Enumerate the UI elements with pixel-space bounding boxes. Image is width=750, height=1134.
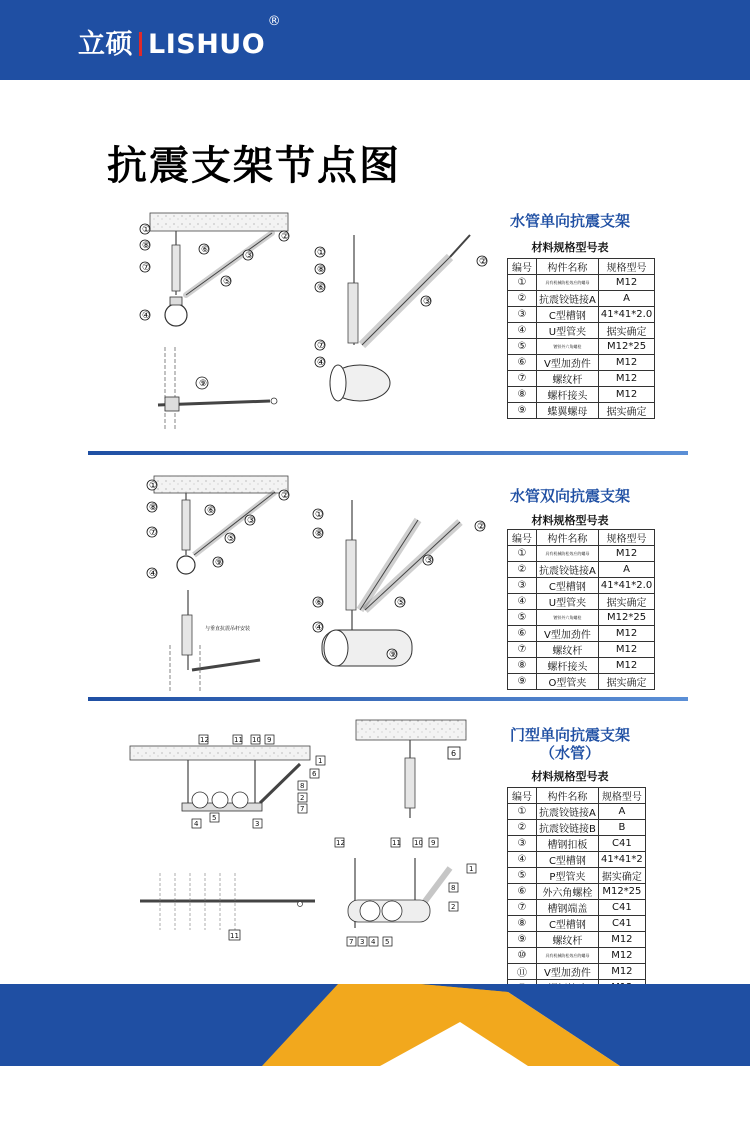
table-cell: ⑧ <box>508 916 537 932</box>
table-cell: 41*41*2 <box>598 852 645 868</box>
callout-right-7: ⑦ <box>317 341 326 351</box>
table-cell: ⑦ <box>508 642 537 658</box>
box-label-7: 7 <box>349 938 354 946</box>
table-cell: P型管夹 <box>537 868 599 884</box>
table-header-row <box>508 530 655 546</box>
table-row <box>508 884 646 900</box>
box-label-2: 2 <box>300 794 305 802</box>
callout-4: ④ <box>142 311 151 321</box>
callout-right-6: ⑥ <box>315 598 324 608</box>
box-label-6: 6 <box>451 749 457 758</box>
box-label-7: 7 <box>300 805 305 813</box>
section2-title: 水管双向抗震支架 <box>509 487 630 505</box>
table-cell: ③ <box>508 578 537 594</box>
callout-8: ⑧ <box>149 503 158 513</box>
install-note: 与垂直抗震吊杆安装 <box>205 626 251 632</box>
table-cell: ⑧ <box>508 387 537 403</box>
callout-3: ③ <box>247 516 256 526</box>
table-cell: C型槽钢 <box>537 578 599 594</box>
table-header-row <box>508 788 646 804</box>
table-cell: 镀锌外六角螺栓 <box>537 610 599 626</box>
table-cell: ⑨ <box>508 403 537 419</box>
table-cell: ⑤ <box>508 868 537 884</box>
table-cell: 具有机械防松效应的螺母 <box>537 546 599 562</box>
callout-5: ⑤ <box>223 277 232 287</box>
box-label-4: 4 <box>371 938 376 946</box>
table-cell: 据实确定 <box>598 323 654 339</box>
table-cell: ⑥ <box>508 355 537 371</box>
table-cell: C41 <box>598 916 645 932</box>
table-cell: ④ <box>508 323 537 339</box>
table-cell: V型加劲件 <box>537 964 599 980</box>
callout-right-3: ③ <box>423 297 432 307</box>
table-cell: 抗震铰链接A <box>537 562 599 578</box>
table-cell: ⑥ <box>508 884 537 900</box>
table-row <box>508 932 646 948</box>
callout-right-3: ③ <box>425 556 434 566</box>
table-cell: ② <box>508 562 537 578</box>
callout-2: ② <box>281 491 290 501</box>
logo-chinese: 立硕 <box>78 29 133 60</box>
section1-title: 水管单向抗震支架 <box>509 212 630 230</box>
callout-1: ① <box>142 225 151 235</box>
table-cell: ⑩ <box>508 948 537 964</box>
callout-6: ⑥ <box>201 245 210 255</box>
table-cell: ④ <box>508 852 537 868</box>
table-cell: C型槽钢 <box>537 307 599 323</box>
callout-3: ③ <box>245 251 254 261</box>
table-cell: M12 <box>598 948 645 964</box>
table-cell: 螺杆接头 <box>537 387 599 403</box>
table-cell: ⑥ <box>508 626 537 642</box>
callout-right-8: ⑧ <box>317 265 326 275</box>
table-cell: 螺纹杆 <box>537 932 599 948</box>
callout-1: ① <box>149 481 158 491</box>
logo-english: LISHUO <box>148 29 266 60</box>
table-cell: M12 <box>598 275 654 291</box>
table-cell: 据实确定 <box>598 868 645 884</box>
footer-graphic <box>0 984 750 1134</box>
table-row <box>508 610 655 626</box>
table-cell: ① <box>508 275 537 291</box>
callout-4: ④ <box>149 569 158 579</box>
table-cell: ⑪ <box>508 964 537 980</box>
callout-right-2: ② <box>479 257 488 267</box>
table-cell: A <box>598 804 645 820</box>
table-cell: C型槽钢 <box>537 852 599 868</box>
box-label-3: 3 <box>360 938 365 946</box>
table-cell: M12 <box>598 932 645 948</box>
box-label-1: 1 <box>469 865 474 873</box>
table-row <box>508 658 655 674</box>
table-cell: M12 <box>598 626 654 642</box>
callout-9: ⑨ <box>215 558 224 568</box>
table-row <box>508 307 655 323</box>
table-cell: ③ <box>508 836 537 852</box>
table-cell: 具有机械防松效应的螺母 <box>537 275 599 291</box>
callout-right-1: ① <box>317 248 326 258</box>
table-cell: M12 <box>598 964 645 980</box>
table-row <box>508 674 655 690</box>
header-cell: 构件名称 <box>537 788 599 804</box>
callout-2: ② <box>281 232 290 242</box>
section3-title-line1: 门型单向抗震支架 <box>509 726 630 744</box>
table-row <box>508 642 655 658</box>
table-row <box>508 578 655 594</box>
table-cell: ① <box>508 546 537 562</box>
table-row <box>508 916 646 932</box>
box-label-8: 8 <box>300 782 305 790</box>
table-cell: B <box>598 820 645 836</box>
callout-right-2: ② <box>477 522 486 532</box>
table-row <box>508 323 655 339</box>
table-cell: ⑦ <box>508 900 537 916</box>
callout-right-5: ⑤ <box>397 598 406 608</box>
table-row <box>508 275 655 291</box>
table-cell: ⑤ <box>508 610 537 626</box>
table-row <box>508 804 646 820</box>
header-cell: 构件名称 <box>537 259 599 275</box>
table-cell: V型加劲件 <box>537 626 599 642</box>
brand-header <box>0 0 750 80</box>
table-cell: C41 <box>598 900 645 916</box>
section3-title-line2: （水管） <box>539 744 600 762</box>
callout-5: ⑤ <box>227 534 236 544</box>
table-cell: 螺纹杆 <box>537 371 599 387</box>
table-cell: A <box>598 562 654 578</box>
header-cell: 规格型号 <box>598 788 645 804</box>
table-row <box>508 291 655 307</box>
table-cell: ② <box>508 291 537 307</box>
table-cell: 抗震铰链接A <box>537 804 599 820</box>
box-label-3: 3 <box>255 820 260 828</box>
box-label-4: 4 <box>194 820 199 828</box>
table-cell: M12 <box>598 371 654 387</box>
callout-6: ⑥ <box>207 506 216 516</box>
table-cell: 具有机械防松效应的螺母 <box>537 948 599 964</box>
table-cell: ③ <box>508 307 537 323</box>
table-cell: 外六角螺栓 <box>537 884 599 900</box>
table-cell: M12 <box>598 387 654 403</box>
section-divider <box>88 697 688 701</box>
brand-logo <box>78 14 282 61</box>
table-cell: 槽钢扣板 <box>537 836 599 852</box>
table-cell: M12 <box>598 642 654 658</box>
table-row <box>508 546 655 562</box>
table-cell: 据实确定 <box>598 674 654 690</box>
ceiling-slab <box>130 746 310 760</box>
header-cell: 规格型号 <box>598 530 654 546</box>
page-title: 抗震支架节点图 <box>107 143 401 189</box>
callout-right-1: ① <box>315 510 324 520</box>
table-row <box>508 403 655 419</box>
box-label-12: 12 <box>336 839 345 847</box>
section3-spec-table <box>507 787 646 996</box>
table-row <box>508 355 655 371</box>
table-cell: 抗震铰链接B <box>537 820 599 836</box>
section2-subtitle: 材料规格型号表 <box>531 514 609 527</box>
table-header-row <box>508 259 655 275</box>
ceiling-slab <box>150 213 288 231</box>
table-row <box>508 868 646 884</box>
callout-right-6: ⑥ <box>317 283 326 293</box>
callout-7: ⑦ <box>142 263 151 273</box>
table-row <box>508 371 655 387</box>
table-cell: U型管夹 <box>537 323 599 339</box>
section1-drawing <box>100 205 500 445</box>
callout-9: ⑨ <box>199 379 208 389</box>
table-row <box>508 820 646 836</box>
section3-drawing <box>120 718 500 953</box>
table-cell: ② <box>508 820 537 836</box>
table-cell: M12 <box>598 355 654 371</box>
section1-spec-table <box>507 258 655 419</box>
header-cell: 编号 <box>508 788 537 804</box>
table-cell: M12 <box>598 658 654 674</box>
table-cell: C41 <box>598 836 645 852</box>
ceiling-slab <box>154 476 288 493</box>
table-cell: M12*25 <box>598 610 654 626</box>
registered-mark: ® <box>267 14 282 29</box>
box-label-8: 8 <box>451 884 456 892</box>
header-cell: 构件名称 <box>537 530 599 546</box>
table-cell: 螺杆接头 <box>537 658 599 674</box>
table-cell: 41*41*2.0 <box>598 307 654 323</box>
table-cell: ④ <box>508 594 537 610</box>
box-label-12: 12 <box>200 736 209 744</box>
callout-right-4: ④ <box>317 358 326 368</box>
table-cell: V型加劲件 <box>537 355 599 371</box>
table-cell: ⑨ <box>508 932 537 948</box>
callout-right-4: ④ <box>315 623 324 633</box>
box-label-5: 5 <box>385 938 390 946</box>
box-label-9: 9 <box>267 736 272 744</box>
header-cell: 编号 <box>508 259 537 275</box>
table-cell: 螺纹杆 <box>537 642 599 658</box>
table-row <box>508 964 646 980</box>
box-label-1: 1 <box>318 757 323 765</box>
table-cell: 镀锌外六角螺栓 <box>537 339 599 355</box>
table-cell: ⑨ <box>508 674 537 690</box>
box-label-11: 11 <box>234 736 243 744</box>
box-label-11: 11 <box>392 839 401 847</box>
table-cell: 槽钢端盖 <box>537 900 599 916</box>
table-row <box>508 339 655 355</box>
table-cell: O型管夹 <box>537 674 599 690</box>
table-cell: M12 <box>598 546 654 562</box>
logo-divider <box>139 32 142 56</box>
table-cell: M12*25 <box>598 339 654 355</box>
section1-subtitle: 材料规格型号表 <box>531 241 609 254</box>
box-label-10: 10 <box>414 839 423 847</box>
table-cell: ⑦ <box>508 371 537 387</box>
header-cell: 规格型号 <box>598 259 654 275</box>
table-cell: U型管夹 <box>537 594 599 610</box>
table-row <box>508 948 646 964</box>
callout-7: ⑦ <box>149 528 158 538</box>
table-row <box>508 836 646 852</box>
section-divider <box>88 451 688 455</box>
box-label-11: 11 <box>230 932 239 940</box>
table-row <box>508 594 655 610</box>
section3-subtitle: 材料规格型号表 <box>531 770 609 783</box>
callout-8: ⑧ <box>142 241 151 251</box>
table-cell: ① <box>508 804 537 820</box>
table-row <box>508 562 655 578</box>
table-row <box>508 387 655 403</box>
header-cell: 编号 <box>508 530 537 546</box>
table-cell: ⑧ <box>508 658 537 674</box>
table-row <box>508 626 655 642</box>
table-cell: 据实确定 <box>598 594 654 610</box>
table-cell: 蝶翼螺母 <box>537 403 599 419</box>
box-label-2: 2 <box>451 903 456 911</box>
table-cell: 抗震铰链接A <box>537 291 599 307</box>
box-label-5: 5 <box>212 814 217 822</box>
table-cell: ⑤ <box>508 339 537 355</box>
box-label-9: 9 <box>431 839 436 847</box>
box-label-6: 6 <box>312 770 317 778</box>
table-cell: 41*41*2.0 <box>598 578 654 594</box>
section2-spec-table <box>507 529 655 690</box>
callout-right-8: ⑧ <box>315 529 324 539</box>
section2-drawing <box>100 470 500 695</box>
box-label-10: 10 <box>252 736 261 744</box>
table-cell: C型槽钢 <box>537 916 599 932</box>
table-cell: A <box>598 291 654 307</box>
table-row <box>508 900 646 916</box>
table-cell: 据实确定 <box>598 403 654 419</box>
callout-right-9: ⑨ <box>389 650 398 660</box>
table-cell: M12*25 <box>598 884 645 900</box>
table-row <box>508 852 646 868</box>
